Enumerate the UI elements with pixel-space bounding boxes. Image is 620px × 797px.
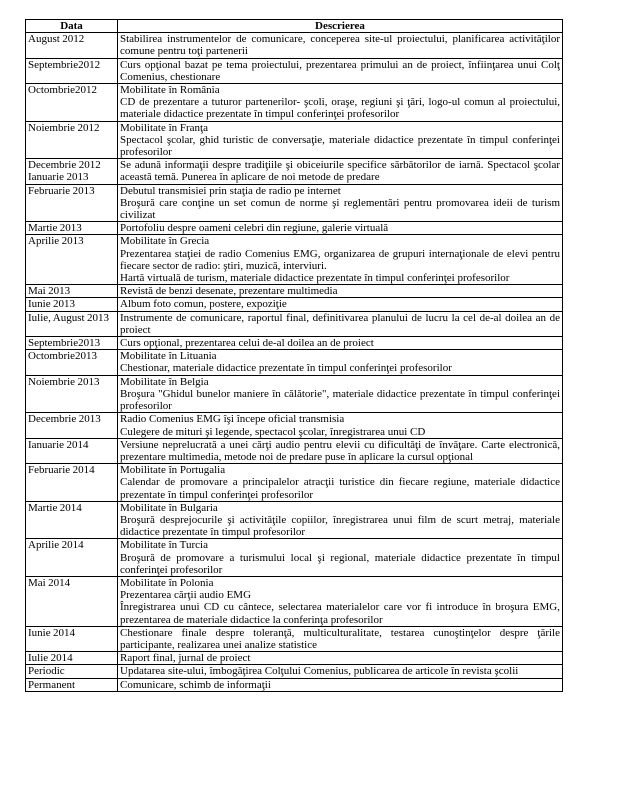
description-line: Revistă de benzi desenate, prezentare multimedia bbox=[120, 285, 338, 298]
date-cell: Ianuarie 2014 bbox=[26, 438, 118, 463]
description-line: Broşura "Ghidul bunelor maniere în călătorie", materiale didactice prezentate în timpul conferinţei profesorilor bbox=[120, 387, 560, 413]
description-cell bbox=[118, 501, 563, 539]
date-cell: Noiembrie 2013 bbox=[26, 375, 118, 413]
description-line: Mobilitate în Turcia bbox=[120, 539, 208, 552]
date-cell: Octombrie2012 bbox=[26, 84, 118, 122]
date-cell: Septembrie2013 bbox=[26, 337, 118, 350]
description-line: Mobilitate în România bbox=[120, 84, 220, 97]
header-description: Descrierea bbox=[118, 20, 563, 33]
table-row bbox=[26, 576, 563, 626]
description-line: Se adună informaţii despre tradiţiile şi obiceiurile specifice sărbătorilor de iarnă. Spectacol şcolar această temă. Punerea în aplicare de noi metode de predare bbox=[120, 159, 560, 184]
table-row bbox=[26, 184, 563, 222]
table-row bbox=[26, 121, 563, 159]
date-cell: Februarie 2013 bbox=[26, 184, 118, 222]
date-cell: Octombrie2013 bbox=[26, 350, 118, 375]
description-line: Curs opţional, prezentarea celui de-al doilea an de proiect bbox=[120, 337, 374, 350]
date-cell: Permanent bbox=[26, 678, 118, 691]
description-line: Mobilitate în Grecia bbox=[120, 235, 210, 248]
header-date: Data bbox=[26, 20, 118, 33]
description-line: Mobilitate în Portugalia bbox=[120, 464, 226, 477]
description-line: Calendar de promovare a principalelor atracţii turistice din fiecare regiune, materiale didactice prezentate în timpul conferinţei profesorilor bbox=[120, 476, 560, 501]
description-cell bbox=[118, 33, 563, 58]
description-cell bbox=[118, 678, 563, 691]
description-line: Debutul transmisiei prin staţia de radio pe internet bbox=[120, 184, 341, 197]
description-line: CD de prezentare a tuturor partenerilor- şcoli, oraşe, regiuni şi ţări, logo-ul comun al proiectului, materiale didactice prezentate în timpul conferinţei profesorilor bbox=[120, 96, 560, 121]
date-cell: Decembrie 2012 Ianuarie 2013 bbox=[26, 159, 118, 184]
table-row bbox=[26, 58, 563, 83]
description-cell bbox=[118, 222, 563, 235]
description-cell bbox=[118, 464, 563, 502]
table-row bbox=[26, 311, 563, 336]
date-cell: Martie 2013 bbox=[26, 222, 118, 235]
date-cell: Iunie 2013 bbox=[26, 298, 118, 311]
date-cell: Iunie 2014 bbox=[26, 626, 118, 651]
date-cell: Februarie 2014 bbox=[26, 464, 118, 502]
table-body bbox=[26, 33, 563, 692]
description-cell bbox=[118, 413, 563, 438]
date-cell: Mai 2013 bbox=[26, 285, 118, 298]
description-line: Mobilitate în Polonia bbox=[120, 576, 214, 589]
description-line: Spectacol şcolar, ghid turistic de conversaţie, materiale didactice prezentate în timpul conferinţei profesorilor bbox=[120, 133, 560, 159]
description-line: Culegere de mituri şi legende, spectacol şcolar, înregistrarea unui CD bbox=[120, 425, 426, 438]
description-line: Instrumente de comunicare, raportul final, definitivarea planului de lucru la cel de-al doilea an de proiect bbox=[120, 311, 560, 336]
table-row bbox=[26, 84, 563, 122]
description-cell bbox=[118, 626, 563, 651]
description-cell bbox=[118, 58, 563, 83]
date-cell: Periodic bbox=[26, 665, 118, 678]
table-row bbox=[26, 665, 563, 678]
description-line: Portofoliu despre oameni celebri din regiune, galerie virtuală bbox=[120, 222, 389, 235]
description-line: Prezentarea cărţii audio EMG bbox=[120, 589, 252, 602]
description-cell bbox=[118, 375, 563, 413]
table-row bbox=[26, 464, 563, 502]
description-cell bbox=[118, 539, 563, 577]
description-cell bbox=[118, 298, 563, 311]
description-line: Mobilitate în Lituania bbox=[120, 350, 217, 363]
description-line: Broşură care conţine un set comun de norme şi reglementări pentru promovarea ideii de turism civilizat bbox=[120, 196, 560, 222]
table-row bbox=[26, 501, 563, 539]
table-row bbox=[26, 298, 563, 311]
description-line: Hartă virtuală de turism, materiale didactice prezentate în timpul conferinţei profesorilor bbox=[120, 272, 510, 285]
description-line: Stabilirea instrumentelor de comunicare, conceperea site-ul proiectului, planificarea activităţilor comune pentru toţi partenerii bbox=[120, 33, 560, 58]
description-line: Curs opţional bazat pe tema proiectului, prezentarea primului an de proiect, înfiinţarea unui Colţ Comenius, chestionare bbox=[120, 58, 560, 83]
table-row bbox=[26, 413, 563, 438]
table-row bbox=[26, 235, 563, 285]
description-line: Album foto comun, postere, expoziţie bbox=[120, 298, 287, 311]
table-row bbox=[26, 678, 563, 691]
description-line: Versiune neprelucrată a unei cărţi audio pentru elevii cu dificultăţi de învăţare. Carte electronică, prezentare multimedia, metode noi de predare puse în aplicare la cursul opţional bbox=[120, 438, 560, 463]
description-line: Chestionare finale despre toleranţă, multiculturalitate, testarea cunoştinţelor despre ţările participante, realizarea unei analize statistice bbox=[120, 626, 560, 651]
description-cell bbox=[118, 121, 563, 159]
description-line: Mobilitate în Bulgaria bbox=[120, 501, 218, 514]
table-row bbox=[26, 438, 563, 463]
description-cell bbox=[118, 576, 563, 626]
description-line: Mobilitate în Belgia bbox=[120, 375, 209, 388]
table-row bbox=[26, 652, 563, 665]
description-cell bbox=[118, 184, 563, 222]
date-cell: Septembrie2012 bbox=[26, 58, 118, 83]
description-cell bbox=[118, 337, 563, 350]
description-line: Radio Comenius EMG îşi începe oficial transmisia bbox=[120, 413, 345, 426]
description-cell bbox=[118, 438, 563, 463]
table-row bbox=[26, 33, 563, 58]
description-line: Chestionar, materiale didactice prezentate în timpul conferinţei profesorilor bbox=[120, 362, 452, 375]
table-row bbox=[26, 375, 563, 413]
description-line: Înregistrarea unui CD cu cântece, selectarea materialelor care vor fi introduce în broşura EMG, prezentarea de materiale didactice la conferinţa profesorilor bbox=[120, 601, 560, 626]
table-row bbox=[26, 350, 563, 375]
header-row bbox=[26, 20, 563, 33]
date-cell: Aprilie 2013 bbox=[26, 235, 118, 285]
description-line: Comunicare, schimb de informaţii bbox=[120, 678, 271, 691]
date-cell: Martie 2014 bbox=[26, 501, 118, 539]
description-line: Mobilitate în Franţa bbox=[120, 121, 208, 134]
description-cell bbox=[118, 311, 563, 336]
table-row bbox=[26, 222, 563, 235]
table-row bbox=[26, 285, 563, 298]
description-cell bbox=[118, 159, 563, 184]
description-cell bbox=[118, 84, 563, 122]
table-header bbox=[26, 20, 563, 33]
description-line: Broşură desprejocurile şi activităţile copiilor, înregistrarea unui film de scurt metraj, materiale didactice prezentate în timpul profesorilor bbox=[120, 513, 560, 539]
description-cell bbox=[118, 285, 563, 298]
table-row bbox=[26, 539, 563, 577]
date-cell: Noiembrie 2012 bbox=[26, 121, 118, 159]
date-cell: Aprilie 2014 bbox=[26, 539, 118, 577]
description-cell bbox=[118, 665, 563, 678]
date-cell: Iulie, August 2013 bbox=[26, 311, 118, 336]
date-cell: Iulie 2014 bbox=[26, 652, 118, 665]
date-cell: August 2012 bbox=[26, 33, 118, 58]
description-line: Raport final, jurnal de proiect bbox=[120, 652, 251, 665]
table-row bbox=[26, 159, 563, 184]
table-row bbox=[26, 337, 563, 350]
date-cell: Mai 2014 bbox=[26, 576, 118, 626]
description-cell bbox=[118, 235, 563, 285]
description-line: Broşură de promovare a turismului local şi regional, materiale didactice prezentate în timpul conferinţei profesorilor bbox=[120, 551, 560, 576]
description-line: Updatarea site-ului, îmbogăţirea Colţului Comenius, publicarea de articole în revista şcolii bbox=[120, 665, 519, 678]
description-cell bbox=[118, 652, 563, 665]
date-cell: Decembrie 2013 bbox=[26, 413, 118, 438]
activity-schedule-table bbox=[25, 19, 563, 692]
description-line: Prezentarea staţiei de radio Comenius EMG, organizarea de grupuri internaţionale de elevi pentru fiecare sector de radio: ştiri, muzică, interviuri. bbox=[120, 247, 560, 272]
table-row bbox=[26, 626, 563, 651]
description-cell bbox=[118, 350, 563, 375]
